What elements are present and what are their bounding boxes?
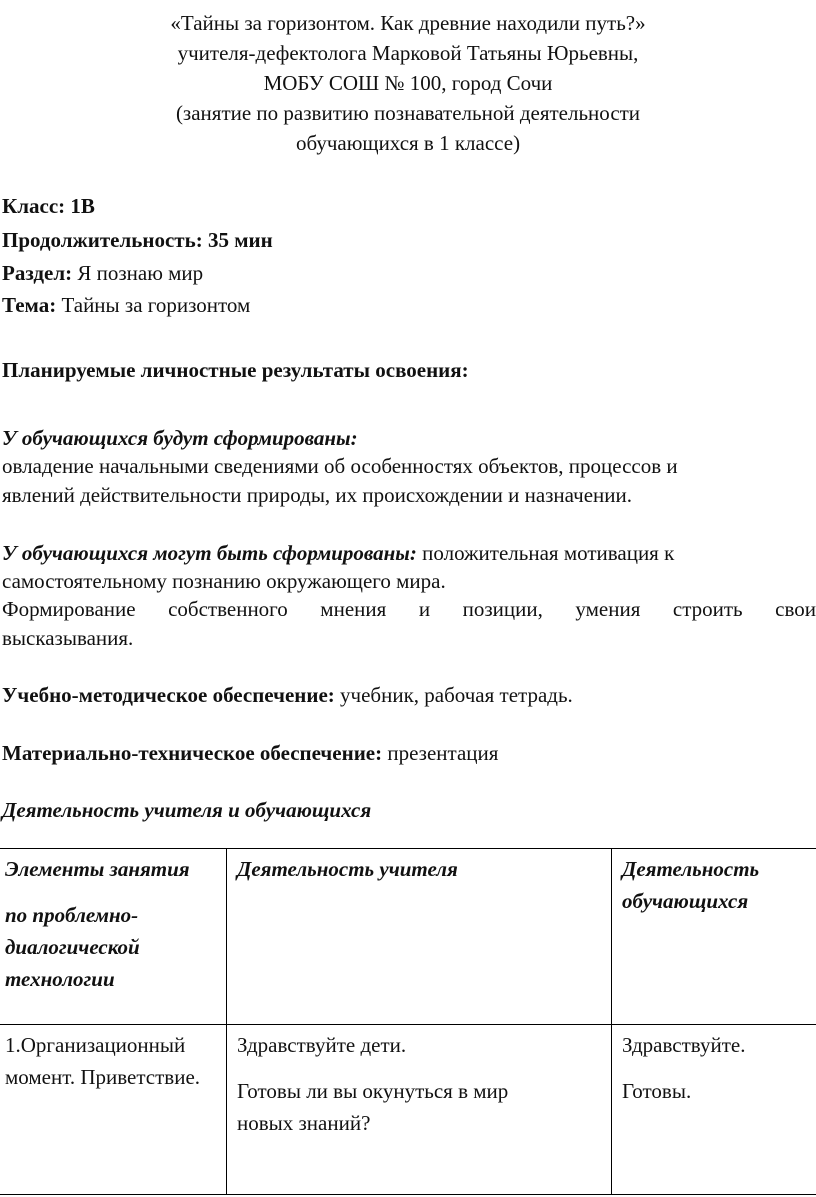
school-line: МОБУ СОШ № 100, город Сочи [263, 71, 553, 95]
class-info: Класс: 1В [2, 194, 95, 218]
header-elements-cell [0, 849, 227, 1025]
document-title: «Тайны за горизонтом. Как древние находили путь?» [170, 11, 646, 35]
header-teacher-cell [227, 849, 612, 1025]
duration-info: Продолжительность: 35 мин [2, 228, 273, 252]
students-greeting: Здравствуйте. [622, 1033, 746, 1057]
teacher-activity-cell [227, 1025, 612, 1195]
header-elements-subtitle: по проблемно-диалогической технологии [5, 903, 140, 991]
topic-info: Тема: Тайны за горизонтом [2, 293, 251, 317]
teacher-greeting: Здравствуйте дети. [237, 1033, 407, 1057]
methodical-support: Учебно-методическое обеспечение: учебник, рабочая тетрадь. [2, 683, 573, 707]
lesson-grade-line: обучающихся в 1 классе) [295, 131, 521, 155]
lesson-type-line: (занятие по развитию познавательной деятельности [175, 101, 641, 125]
may-formed-line-2: самостоятельному познанию окружающего мира. [2, 569, 446, 593]
activity-heading: Деятельность учителя и обучающихся [2, 798, 372, 822]
students-activity-cell [612, 1025, 816, 1195]
technical-support: Материально-техническое обеспечение: презентация [2, 741, 499, 765]
students-answer: Готовы. [622, 1079, 692, 1103]
opinion-line-1: Формирование собственного мнения и позиции, умения строить свои [2, 597, 816, 621]
table-row [0, 1025, 816, 1195]
section-info: Раздел: Я познаю мир [2, 261, 204, 285]
formed-label: У обучающихся будут сформированы: [2, 426, 358, 450]
header-students-title: Деятельность обучающихся [622, 857, 760, 913]
may-formed-line-1: У обучающихся могут быть сформированы: положительная мотивация к [2, 541, 675, 565]
header-students-cell [612, 849, 816, 1025]
header-elements-title: Элементы занятия [5, 857, 190, 881]
teacher-question: Готовы ли вы окунуться в мир новых знаний? [237, 1079, 509, 1135]
header-teacher-title: Деятельность учителя [237, 857, 458, 881]
table-header-row [0, 849, 816, 1025]
author-line: учителя-дефектолога Марковой Татьяны Юрьевны, [177, 41, 639, 65]
stage-text: 1.Организационный момент. Приветствие. [5, 1033, 201, 1089]
formed-text-line-2: явлений действительности природы, их происхождении и назначении. [2, 483, 632, 507]
stage-cell [0, 1025, 227, 1195]
results-heading: Планируемые личностные результаты освоения: [2, 358, 469, 382]
opinion-line-2: высказывания. [2, 626, 134, 650]
lesson-table [0, 848, 816, 1195]
formed-text-line-1: овладение начальными сведениями об особенностях объектов, процессов и [2, 454, 678, 478]
